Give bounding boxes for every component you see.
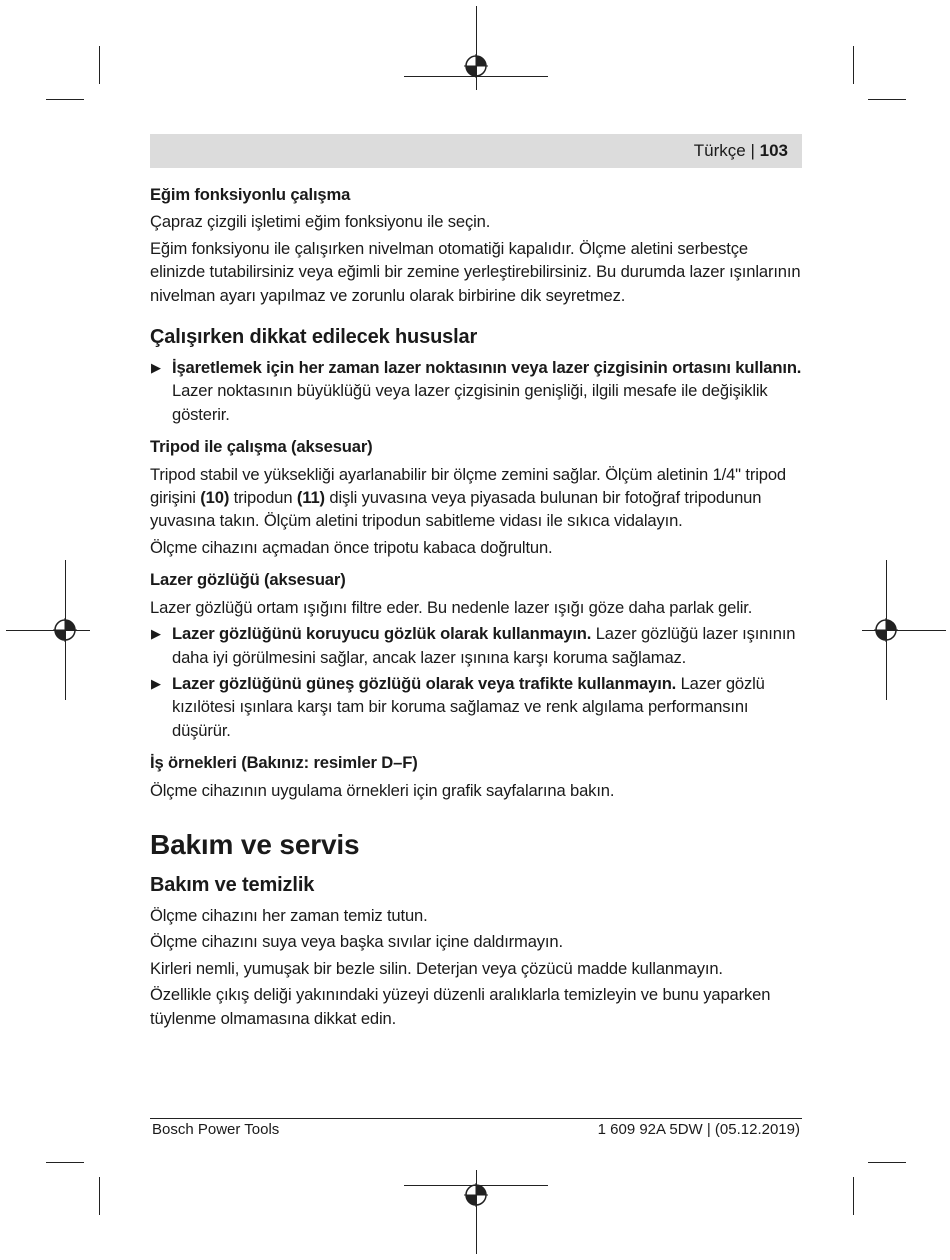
paragraph: Ölçme cihazının uygulama örnekleri için grafik sayfalarına bakın. <box>150 780 615 800</box>
footer-rule <box>150 1118 802 1119</box>
paragraph: Lazer gözlüğü ortam ışığını filtre eder. Bu nedenle lazer ışığı göze daha parlak gelir. <box>150 597 753 617</box>
paragraph: Ölçme cihazını suya veya başka sıvılar içine daldırmayın. <box>150 932 563 952</box>
heading-egim: Eğim fonksiyonlu çalışma <box>150 185 351 204</box>
header-separator: | <box>750 141 755 160</box>
reference-number: (10) <box>200 488 230 508</box>
registration-target-right-icon <box>874 618 898 642</box>
page-header <box>150 134 802 168</box>
bullet-text: Lazer noktasının büyüklüğü veya lazer çizgisinin genişliği, ilgili mesafe ile değişiklik gösterir. <box>172 381 768 424</box>
page-content <box>150 183 802 1033</box>
registration-target-left-icon <box>53 618 77 642</box>
page-header-text <box>694 141 788 161</box>
bullet-bold-text: Lazer gözlüğünü koruyucu gözlük olarak kullanmayın. <box>172 624 592 644</box>
bullet-item <box>150 672 802 742</box>
paragraph: Ölçme cihazını açmadan önce tripotu kabaca doğrultun. <box>150 537 553 557</box>
heading-ornekler: İş örnekleri (Bakınız: resimler D–F) <box>150 753 418 773</box>
crop-mark-top-right-h <box>868 99 906 100</box>
bullet-triangle-icon: ▶ <box>151 675 161 691</box>
reference-number: (11) <box>296 488 325 508</box>
bullet-text: Lazer gözlüğü lazer ışınının daha iyi görülmesini sağlar, ancak lazer ışınına karşı koruma sağlamaz. <box>172 624 796 667</box>
registration-target-top-icon <box>464 54 488 78</box>
page-number: 103 <box>759 141 788 160</box>
crop-mark-top-right-v <box>853 46 854 84</box>
footer-doc-id: 1 609 92A 5DW | (05.12.2019) <box>597 1121 800 1138</box>
crop-mark-top-left-h <box>46 99 84 100</box>
heading-dikkat: Çalışırken dikkat edilecek hususlar <box>150 326 478 349</box>
paragraph-text: tripodun <box>229 488 297 508</box>
heading-gozluk: Lazer gözlüğü (aksesuar) <box>150 570 346 590</box>
paragraph: Eğim fonksiyonu ile çalışırken nivelman otomatiği kapalıdır. Ölçme aletini serbestçe elinizde tutabilirsiniz veya eğimli bir zemine yerleştirebilirsiniz. Bu durumda lazer ışınlarının nivelman ayarı yapılmaz ve zorunlu olarak birbirine dik seyretmez. <box>150 238 801 305</box>
paragraph-text: Tripod stabil ve yüksekliği ayarlanabilir bir ölçme zemini sağlar. Ölçüm aletinin 1/4" tripod girişini <box>150 464 786 508</box>
crop-mark-top-left-v <box>99 46 100 84</box>
crop-mark-bottom-right-h <box>868 1162 906 1163</box>
paragraph: Çapraz çizgili işletimi eğim fonksiyonu ile seçin. <box>150 212 491 232</box>
bullet-item <box>150 622 802 669</box>
bullet-triangle-icon: ▶ <box>151 360 161 376</box>
paragraph: Kirleri nemli, yumuşak bir bezle silin. Deterjan veya çözücü madde kullanmayın. <box>150 958 723 978</box>
bullet-text: Lazer gözlü kızılötesi ışınlara karşı tam bir koruma sağlamaz ve renk algılama performansını düşürür. <box>172 673 765 740</box>
bullet-item <box>150 356 802 426</box>
bullet-bold-text: İşaretlemek için her zaman lazer noktasının veya lazer çizgisinin ortasını kullanın. <box>172 358 802 378</box>
crop-mark-bottom-left-v <box>99 1177 100 1215</box>
heading-temizlik: Bakım ve temizlik <box>150 873 315 896</box>
bullet-bold-text: Lazer gözlüğünü güneş gözlüğü olarak veya trafikte kullanmayın. <box>172 673 677 693</box>
paragraph: Özellikle çıkış deliği yakınındaki yüzeyi düzenli aralıklarla temizleyin ve bunu yaparken tüylenme olmamasına dikkat edin. <box>150 985 771 1028</box>
registration-target-bottom-icon <box>464 1183 488 1207</box>
crop-mark-bottom-left-h <box>46 1162 84 1163</box>
heading-bakim-servis: Bakım ve servis <box>150 828 360 860</box>
paragraph-text: dişli yuvasına veya piyasada bulunan bir fotoğraf tripodunun yuvasına takın. Ölçüm aletini tripodun sabitleme vidası ile sıkıca vidalayın. <box>150 488 762 531</box>
bullet-triangle-icon: ▶ <box>151 626 161 642</box>
registration-line-left-h <box>6 630 90 631</box>
heading-tripod: Tripod ile çalışma (aksesuar) <box>150 437 373 457</box>
paragraph: Ölçme cihazını her zaman temiz tutun. <box>150 905 428 925</box>
paragraph <box>150 463 802 533</box>
footer-publisher: Bosch Power Tools <box>152 1121 280 1138</box>
crop-mark-bottom-right-v <box>853 1177 854 1215</box>
header-language: Türkçe <box>693 141 746 160</box>
